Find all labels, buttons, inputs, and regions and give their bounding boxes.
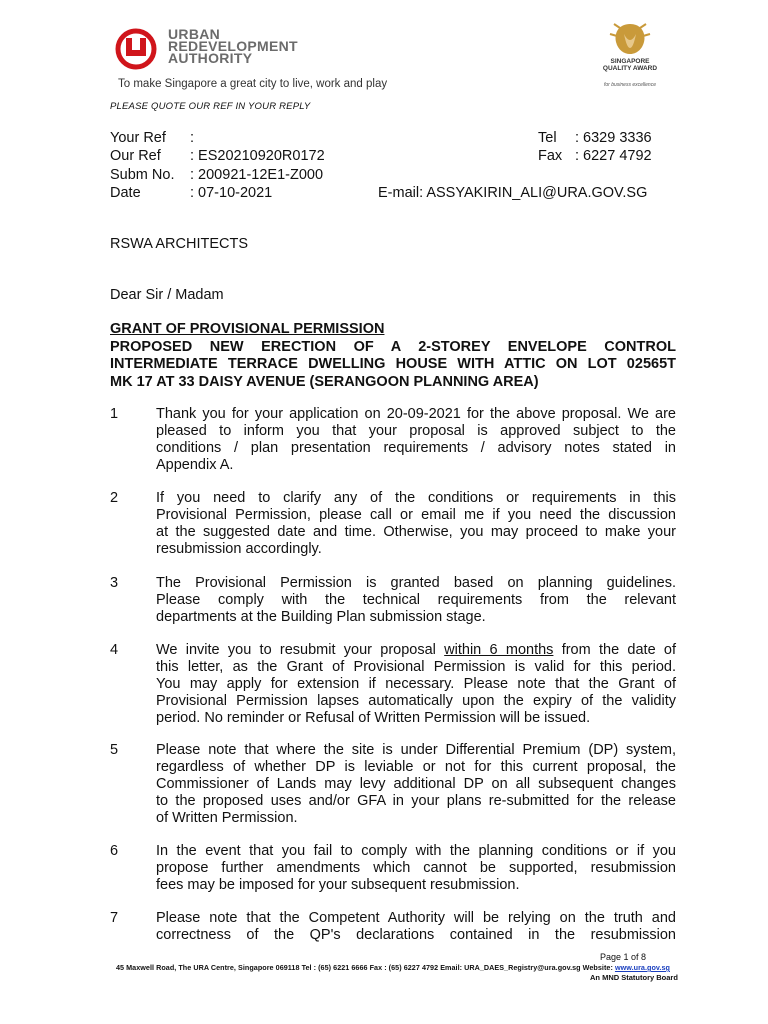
- award-subcaption: for business excellence: [604, 82, 656, 88]
- org-name-line2: REDEVELOPMENT: [168, 38, 298, 54]
- paragraph-line: fees may be imposed for your subsequent resubmission.: [156, 877, 520, 893]
- page-number: Page 1 of 8: [600, 952, 647, 962]
- org-name: [168, 28, 298, 64]
- contact-block: [538, 129, 652, 166]
- paragraph-line: at the suggested date and time. Otherwise, you may proceed to make your: [156, 524, 676, 540]
- salutation: Dear Sir / Madam: [110, 287, 224, 303]
- paragraph-line: Please note that the Competent Authority will be relying on the truth and: [156, 910, 676, 926]
- paragraph-text: We invite you to resubmit your proposal: [156, 642, 445, 658]
- paragraph-2: [110, 490, 676, 558]
- paragraph-line: Please comply with the technical requirements from the relevant: [156, 592, 676, 608]
- paragraph-line: period. No reminder or Refusal of Written Permission will be issued.: [156, 710, 591, 726]
- paragraph-line: In the event that you fail to comply with the planning conditions or if you: [156, 843, 676, 859]
- paragraph-line: Thank you for your application on 20-09-2021 for the above proposal. We are: [156, 406, 676, 422]
- lion-head-icon: [600, 20, 660, 58]
- paragraph-line: correctness of the QP's declarations contained in the resubmission: [156, 927, 676, 943]
- subject-heading: [110, 321, 676, 391]
- paragraph-line: propose further amendments which cannot be supported, resubmission: [156, 860, 676, 876]
- paragraph-line: pleased to inform you that your proposal is approved subject to the: [156, 423, 676, 439]
- paragraph-line: conditions / plan presentation requirements / advisory notes stated in: [156, 440, 676, 456]
- paragraph-line: [156, 642, 676, 659]
- addressee: RSWA ARCHITECTS: [110, 236, 249, 252]
- our-ref-value: : ES20210920R0172: [190, 148, 325, 165]
- date-value: : 07-10-2021: [190, 184, 273, 201]
- date-label: Date: [110, 184, 141, 201]
- paragraph-line: Commissioner of Lands may levy additional DP on all subsequent changes: [156, 776, 676, 792]
- paragraph-line: resubmission accordingly.: [156, 541, 322, 557]
- our-ref-row: [110, 147, 325, 165]
- paragraph-line: of Written Permission.: [156, 810, 298, 826]
- paragraph-line: Provisional Permission, please call or email me if you need the discussion: [156, 507, 676, 523]
- date-row: [110, 184, 325, 202]
- your-ref-value: :: [190, 130, 195, 146]
- quality-award-logo: [600, 20, 670, 100]
- subm-no-row: [110, 166, 325, 184]
- website-link[interactable]: www.ura.gov.sg: [614, 963, 670, 972]
- org-name-line3: AUTHORITY: [168, 50, 253, 66]
- paragraph-line: Appendix A.: [156, 457, 234, 473]
- paragraph-number: 2: [110, 490, 119, 506]
- org-tagline: To make Singapore a great city to live, work and play: [118, 78, 388, 90]
- paragraph-text: from the date of: [553, 642, 676, 658]
- paragraph-line: Please note that where the site is under Differential Premium (DP) system,: [156, 742, 676, 758]
- footer-contact-text: 45 Maxwell Road, The URA Centre, Singapore 069118 Tel : (65) 6221 6666 Fax : (65) 6227 4792 Email: URA_DAES_Registry@ura.gov.sg Website:: [116, 963, 615, 972]
- paragraph-6: [110, 843, 676, 894]
- fax-value: : 6227 4792: [575, 148, 652, 165]
- email-contact[interactable]: E-mail: ASSYAKIRIN_ALI@URA.GOV.SG: [378, 185, 648, 201]
- org-name-line1: URBAN: [168, 26, 221, 42]
- paragraph-4: [110, 642, 676, 727]
- ura-emblem-icon: [115, 28, 157, 70]
- statutory-board-note: An MND Statutory Board: [590, 973, 678, 982]
- paragraph-line: departments at the Building Plan submission stage.: [156, 609, 486, 625]
- subject-line-2: INTERMEDIATE TERRACE DWELLING HOUSE WITH ATTIC ON LOT 02565T: [110, 356, 676, 372]
- paragraph-line: If you need to clarify any of the conditions or requirements in this: [156, 490, 676, 506]
- paragraph-3: [110, 575, 676, 626]
- reference-block: [110, 129, 325, 202]
- your-ref-row: [110, 129, 325, 147]
- footer-address: [116, 963, 670, 972]
- paragraph-number: 5: [110, 742, 119, 758]
- subm-no-value: : 200921-12E1-Z000: [190, 166, 324, 183]
- tel-row: [538, 129, 652, 147]
- subject-line-1: PROPOSED NEW ERECTION OF A 2-STOREY ENVELOPE CONTROL: [110, 338, 676, 355]
- ura-letterhead-logo: [110, 20, 400, 100]
- tel-value: : 6329 3336: [575, 130, 652, 146]
- quote-ref-note: PLEASE QUOTE OUR REF IN YOUR REPLY: [110, 101, 311, 112]
- validity-period-emphasis: within 6 months: [444, 642, 554, 658]
- fax-row: [538, 147, 652, 165]
- paragraph-number: 3: [110, 575, 119, 591]
- our-ref-label: Our Ref: [110, 148, 161, 165]
- paragraph-5: [110, 742, 676, 827]
- paragraph-number: 7: [110, 910, 119, 926]
- subject-title: GRANT OF PROVISIONAL PERMISSION: [110, 321, 385, 337]
- paragraph-number: 6: [110, 843, 119, 859]
- subm-no-label: Subm No.: [110, 166, 175, 183]
- paragraph-number: 4: [110, 642, 119, 658]
- paragraph-line: regardless of whether DP is leviable or not for this current proposal, the: [156, 759, 676, 775]
- paragraph-line: You may apply for extension if necessary. Please note that the Grant of: [156, 676, 676, 692]
- paragraph-1: [110, 406, 676, 474]
- paragraph-number: 1: [110, 406, 119, 422]
- award-caption: SINGAPORE QUALITY AWARD: [602, 58, 658, 72]
- paragraph-line: to the proposed uses and/or GFA in your plans re-submitted for the release: [156, 793, 676, 809]
- tel-label: Tel: [538, 130, 557, 146]
- paragraph-line: Provisional Permission lapses automatically upon the expiry of the validity: [156, 693, 676, 709]
- paragraph-line: The Provisional Permission is granted based on planning guidelines.: [156, 575, 676, 591]
- subject-line-3: MK 17 AT 33 DAISY AVENUE (SERANGOON PLANNING AREA): [110, 373, 539, 390]
- paragraph-7: [110, 910, 676, 944]
- your-ref-label: Your Ref: [110, 130, 166, 146]
- paragraph-line: this letter, as the Grant of Provisional Permission is valid for this period.: [156, 659, 676, 675]
- fax-label: Fax: [538, 148, 563, 165]
